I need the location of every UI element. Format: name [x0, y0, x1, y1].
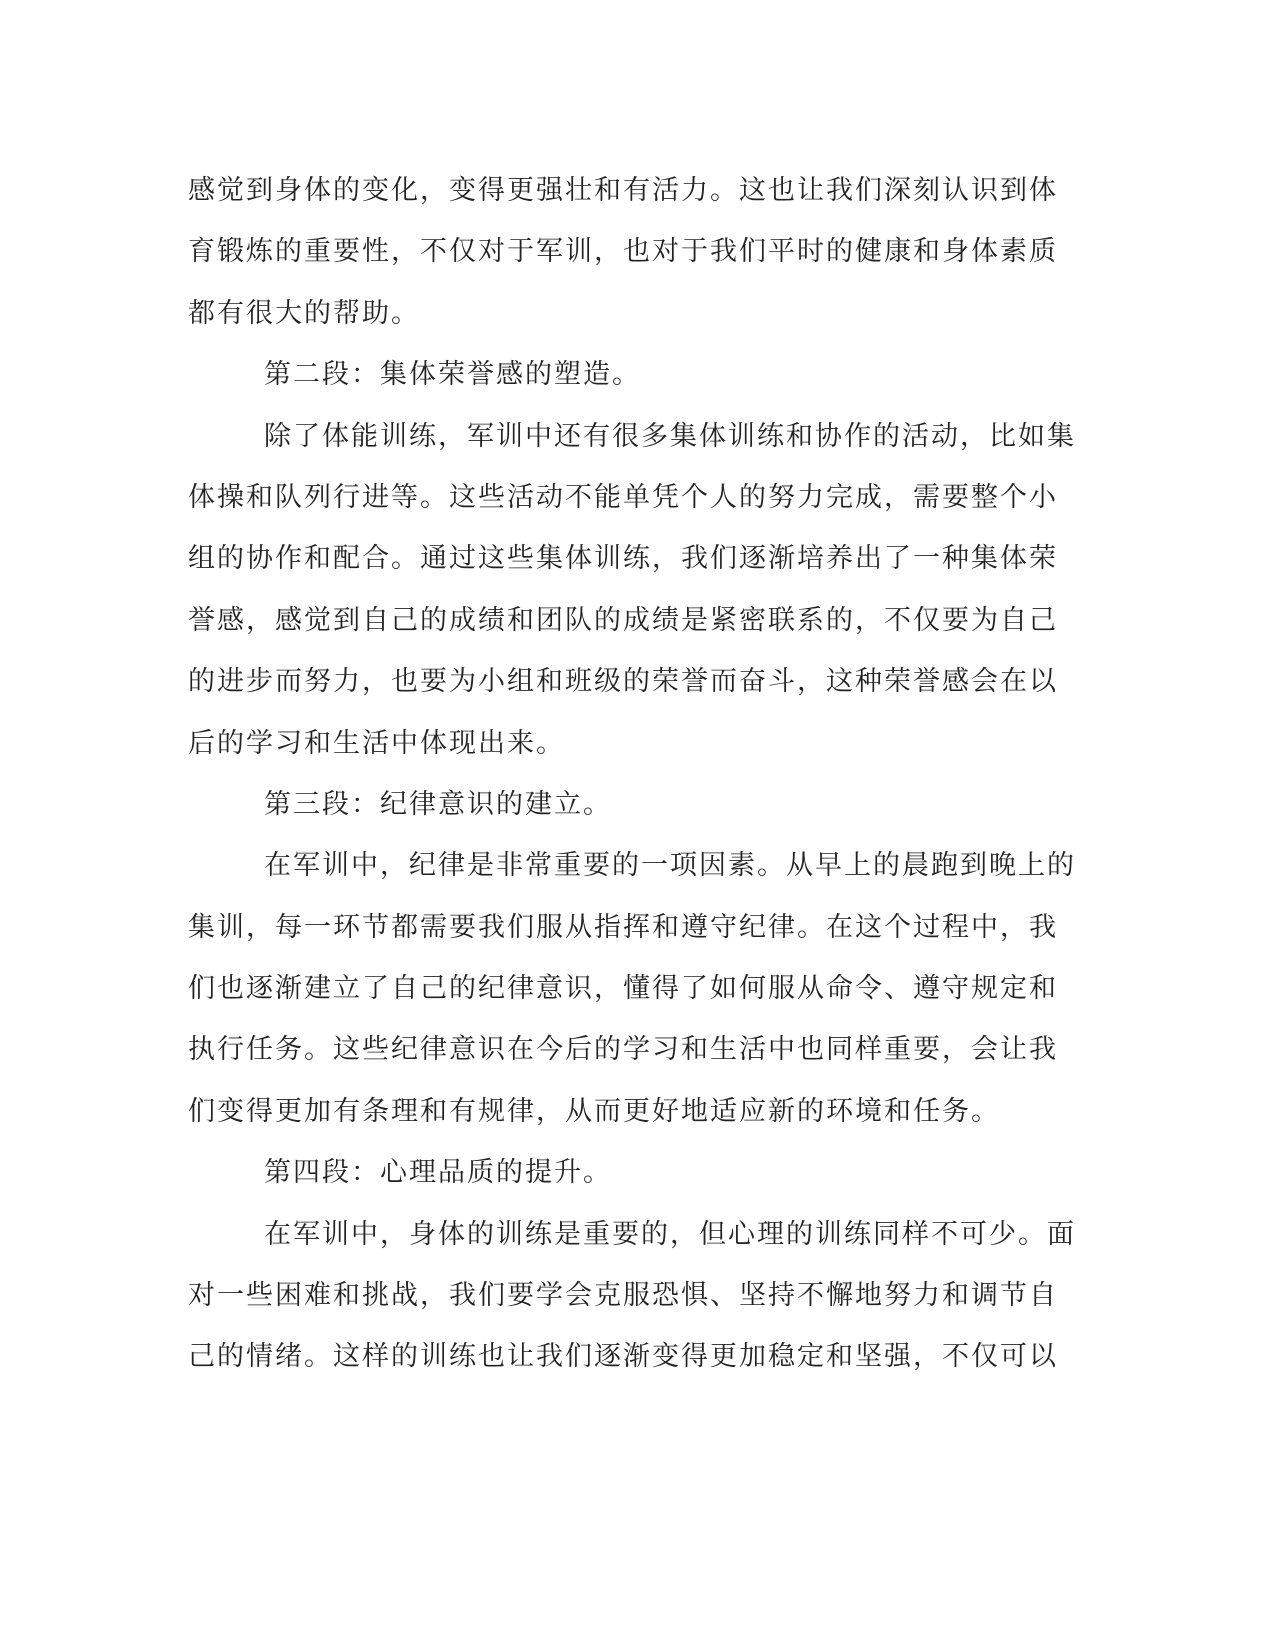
- text-line: 体操和队列行进等。这些活动不能单凭个人的努力完成，需要整个小: [188, 481, 1058, 513]
- section-heading: 第四段：心理品质的提升。: [264, 1157, 612, 1189]
- text-line: 集训，每一环节都需要我们服从指挥和遵守纪律。在这个过程中，我: [188, 911, 1058, 943]
- text-line: 们也逐渐建立了自己的纪律意识，懂得了如何服从命令、遵守规定和: [188, 973, 1058, 1005]
- text-line: 感觉到身体的变化，变得更强壮和有活力。这也让我们深刻认识到体: [188, 175, 1058, 206]
- text-line: 执行任务。这些纪律意识在今后的学习和生活中也同样重要，会让我: [188, 1034, 1058, 1066]
- text-line: 组的协作和配合。通过这些集体训练，我们逐渐培养出了一种集体荣: [188, 543, 1058, 575]
- text-line: 在军训中，身体的训练是重要的，但心理的训练同样不可少。面: [264, 1218, 1076, 1250]
- text-line: 的进步而努力，也要为小组和班级的荣誉而奋斗，这种荣誉感会在以: [188, 666, 1058, 698]
- document-body: [188, 160, 1076, 1388]
- text-line: 后的学习和生活中体现出来。: [188, 727, 565, 759]
- text-line: 除了体能训练，军训中还有很多集体训练和协作的活动，比如集: [264, 420, 1076, 452]
- text-line: 都有很大的帮助。: [188, 297, 420, 329]
- text-line: 们变得更加有条理和有规律，从而更好地适应新的环境和任务。: [188, 1095, 1000, 1127]
- text-line: 育锻炼的重要性，不仅对于军训，也对于我们平时的健康和身体素质: [188, 236, 1058, 268]
- text-line: 对一些困难和挑战，我们要学会克服恐惧、坚持不懈地努力和调节自: [188, 1280, 1058, 1312]
- text-line: 己的情绪。这样的训练也让我们逐渐变得更加稳定和坚强，不仅可以: [188, 1341, 1058, 1373]
- section-heading: 第二段：集体荣誉感的塑造。: [264, 359, 641, 391]
- text-line: 誉感，感觉到自己的成绩和团队的成绩是紧密联系的，不仅要为自己: [188, 604, 1058, 636]
- section-heading: 第三段：纪律意识的建立。: [264, 788, 612, 820]
- text-line: 在军训中，纪律是非常重要的一项因素。从早上的晨跑到晚上的: [264, 850, 1076, 882]
